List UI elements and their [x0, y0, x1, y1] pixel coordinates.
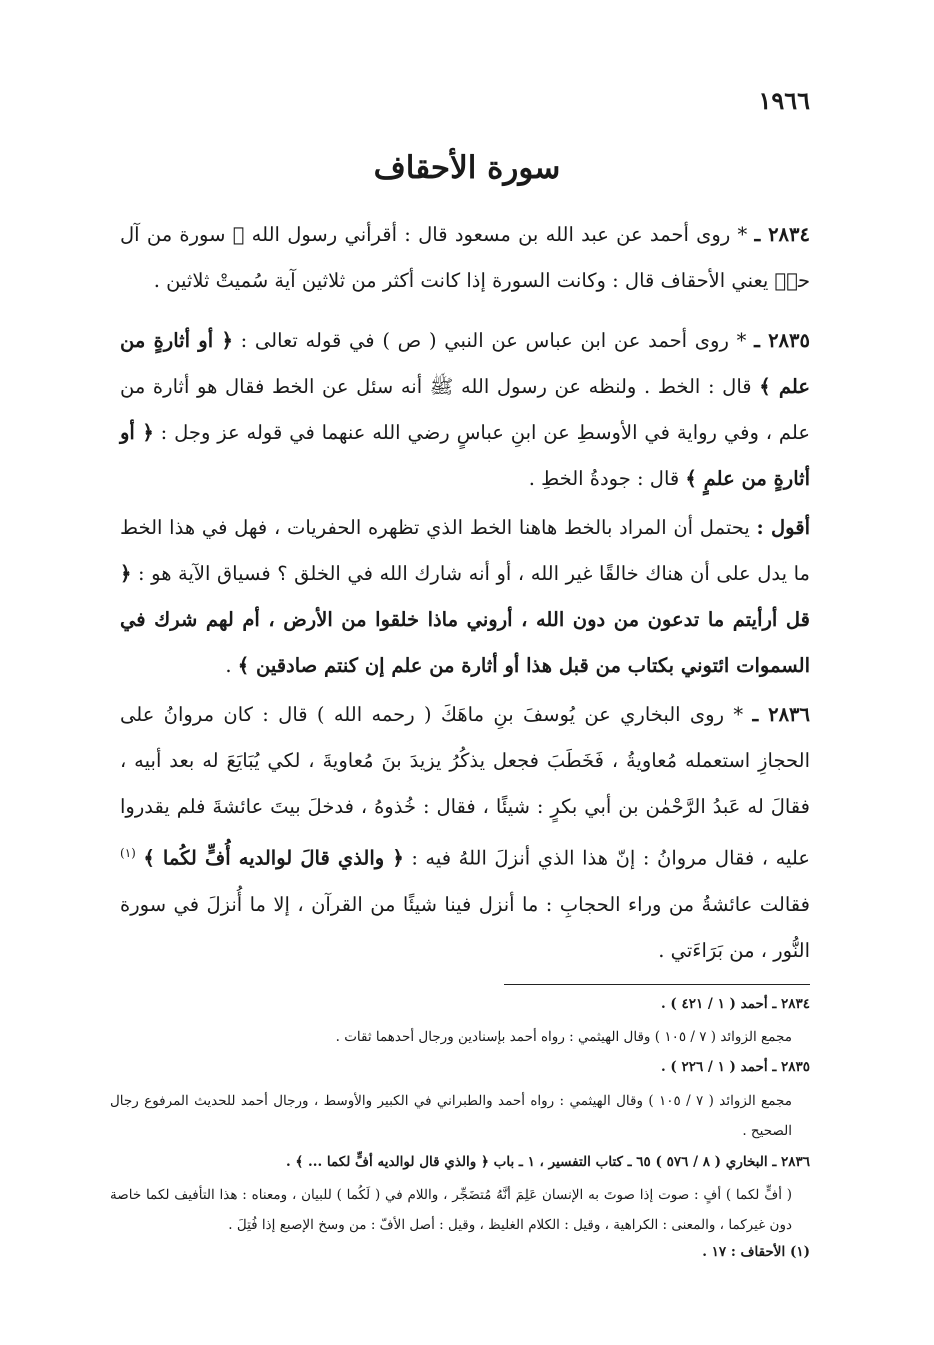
footnote-2835-ref: ٢٨٣٥ ـ أحمد ( ١ / ٢٢٦ ) . [660, 1059, 810, 1075]
quran-quote: ﴿ قل أرأيتم ما تدعون من دون الله ، أروني ماذا خلقوا من الأرض ، أم لهم شرك في السموات ائتوني بكتاب من قبل هذا أو أثارة من علم إن كنتم صادقين ﴾ [120, 562, 810, 677]
hadith-number: ٢٨٣٦ ـ [752, 703, 810, 726]
hadith-text: قال : الخط . ولنظه عن رسول الله ﷺ أنه سئل عن الخط فقال هو أثارة من علم ، وفي رواية في الأوسطِ عن ابنِ عباسٍ رضي الله عنهما في قوله عز وجل : [120, 375, 811, 444]
quran-quote: ﴿ أو أثارةٍ من علم ﴾ [120, 329, 810, 398]
footnote-2834-note: مجمع الزوائد ( ٧ / ١٠٥ ) وقال الهيثمي : رواه أحمد بإسنادين ورجال أحدهما ثقات . [335, 1029, 792, 1045]
commentary-text: . [225, 654, 232, 677]
author-commentary [120, 505, 810, 689]
quran-quote: ﴿ أو أثارةٍ من علمٍ ﴾ [120, 421, 810, 490]
commentary-text: يحتمل أن المراد بالخط هاهنا الخط الذي تظهره الحفريات ، فهل في هذا الخط ما يدل على أن هناك خالقًا غير الله ، أو أنه شارك الله في الخلق ؟ فسياق الآية هو : [120, 516, 810, 585]
hadith-2834 [120, 212, 810, 304]
footnote-2836-ref: ٢٨٣٦ ـ البخاري ( ٨ / ٥٧٦ ) ٦٥ ـ كتاب التفسير ، ١ ـ باب ﴿ والذي قال لوالديه أفٍّ لكما ... ﴾ . [286, 1154, 810, 1170]
hadith-text: قال : جودةُ الخطِ . [528, 467, 680, 490]
hadith-text: * روى أحمد عن ابن عباس عن النبي ( ص ) في قوله تعالى : [240, 329, 747, 352]
hadith-text: فقالت عائشةُ من وراء الحجابِ : ما أنزل فينا شيئًا من القرآن ، إلا ما أُنزلَ في سورة النُّور ، من بَرَاءَتي . [120, 892, 810, 962]
hadith-2836 [120, 692, 810, 974]
hadith-text: * روى أحمد عن عبد الله بن مسعود قال : أقرأني رسول الله ﷺ سورة من آل حمۤ يعني الأحقاف قال : وكانت السورة إذا كانت أكثر من ثلاثين آية سُميتْ ثلاثين . [120, 223, 810, 292]
page-number: ١٩٦٦ [758, 86, 810, 115]
hadith-number: ٢٨٣٤ ـ [754, 223, 810, 246]
footnote-2836-note: ( أفٍّ لكما ) أفٍ : صوت إذا صوتَ به الإنسان عَلِمَ أنَّهُ مُتضَجِّر ، واللام في ( لَكُما ) للبيان ، ومعناه : هذا التأفيف لكما خاصة دون غيركما ، والمعنى : الكراهية ، وقيل : الكلام الغليظ ، وقيل : أصل الأفّ : من وسخ الإصبع إذا فُتِلَ . [110, 1187, 792, 1233]
hadith-text: * روى البخاري عن يُوسفَ بنِ ماهَكَ ( رحمه الله ) قال : كان مروانُ على الحجازِ استعمله مُعاويةُ ، فَخَطَبَ فجعل يذكُرُ يزيدَ بنَ مُعاويةَ ، لكي يُبَايَعَ له بعد أبيه ، فقالَ له عَبدُ الرَّحْمٰن بن أبي بكرٍ : شيئًا ، فقال : خُذوهُ ، فدخلَ بيتَ عائشةَ فلم يقدروا عليه ، فقال مروانُ : إنّ هذا الذي أنزلَ اللهُ فيه : [120, 703, 811, 870]
footnote-marker: (١) [120, 846, 136, 860]
hadith-number: ٢٨٣٥ ـ [754, 329, 810, 352]
footnote-divider [504, 984, 810, 985]
commentary-label: أقول : [756, 516, 810, 539]
hadith-2835 [120, 318, 810, 502]
surah-title: سورة الأحقاف [373, 150, 561, 186]
quran-quote: ﴿ والذي قالَ لوالديه أُفٍّ لكُما ﴾ [143, 846, 404, 870]
footnote-1: (١) الأحقاف : ١٧ . [702, 1244, 810, 1260]
footnote-2835-note: مجمع الزوائد ( ٧ / ١٠٥ ) وقال الهيثمي : رواه أحمد والطبراني في الكبير والأوسط ، ورجال أحمد للحديث المرفوع رجال الصحيح . [110, 1093, 792, 1139]
footnote-2834-ref: ٢٨٣٤ ـ أحمد ( ١ / ٤٢١ ) . [660, 996, 810, 1012]
